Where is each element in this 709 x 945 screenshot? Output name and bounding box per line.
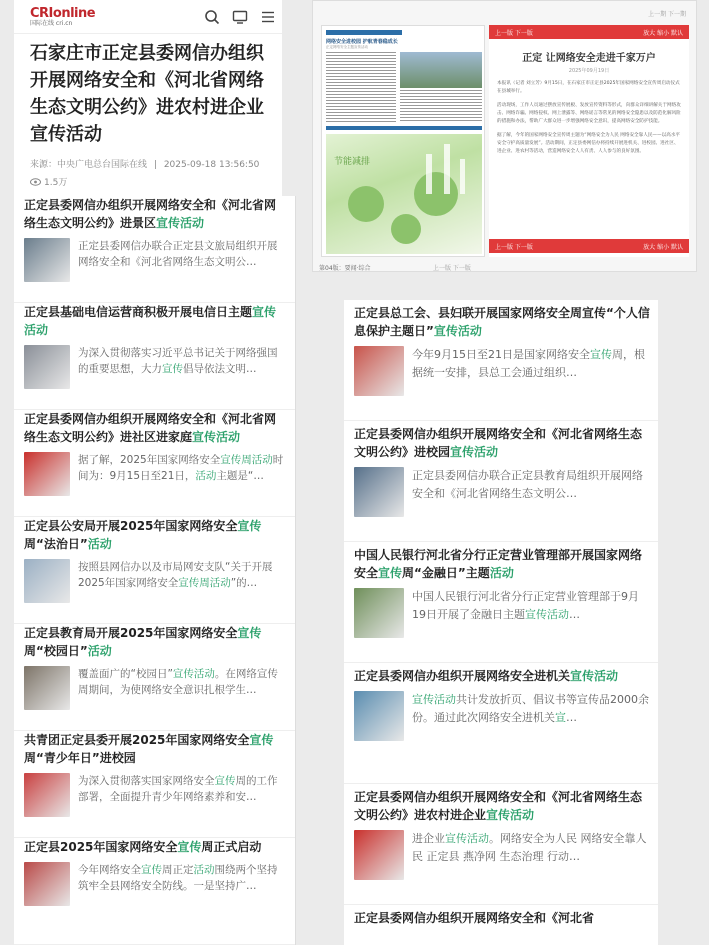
news-item-title[interactable] <box>24 410 287 446</box>
news-list-item[interactable] <box>14 410 295 517</box>
title-highlight: 活动 <box>489 566 514 580</box>
news-thumbnail[interactable] <box>24 345 70 389</box>
title-text: 周正式启动 <box>201 840 262 854</box>
title-text: 正定县总工会、县妇联开展国家网络安全周宣传“个人信息保护主题日” <box>354 306 650 338</box>
summary-text: 。网络安全为人民 网络安全靠人民 正定县 燕净网 生态治理 行动… <box>412 832 647 863</box>
news-list-item[interactable] <box>344 542 658 663</box>
page-section-bar-2 <box>326 126 482 130</box>
issue-pager-text: 上一期 下一期 <box>648 11 686 18</box>
news-item-title[interactable] <box>24 838 287 856</box>
news-item-title[interactable] <box>354 304 650 340</box>
title-highlight: 活动 <box>87 644 112 658</box>
news-thumbnail[interactable] <box>354 830 404 880</box>
news-thumbnail[interactable] <box>24 666 70 710</box>
news-item-title[interactable] <box>354 909 650 927</box>
epaper-viewer <box>312 0 697 272</box>
epaper-article <box>489 25 689 257</box>
summary-text: 中国人民银行河北省分行正定营业管理部于9月19日开展了金融日主题 <box>412 590 639 621</box>
title-text: 正定县委网信办组织开展网络安全和《河北省网络生态文明公约》进农村进企业 <box>354 790 643 822</box>
page-illustration <box>326 134 482 254</box>
news-item-title[interactable] <box>354 788 650 824</box>
page-subheadline: 正定网络安全主题宣传活动 <box>326 45 368 49</box>
news-item-body <box>24 345 287 389</box>
page-section-bar <box>326 30 402 35</box>
news-item-title[interactable] <box>354 425 650 461</box>
news-summary <box>412 346 650 382</box>
news-item-title[interactable] <box>24 624 287 660</box>
summary-highlight: 宣传 <box>141 864 162 876</box>
article-header-panel <box>14 0 282 196</box>
epaper-issue-pager[interactable] <box>313 1 696 18</box>
summary-highlight: 宣传活动 <box>445 832 489 845</box>
summary-text: 正定县委网信办联合正定县文旅局组织开展网络安全和《河北省网络生态文明公… <box>78 240 278 268</box>
news-summary <box>412 830 650 866</box>
news-list-item[interactable] <box>344 663 658 784</box>
summary-text: 倡导依法文明… <box>183 363 257 375</box>
related-news-list-left <box>14 196 296 945</box>
news-item-body <box>354 467 650 517</box>
title-highlight: 活动 <box>87 537 112 551</box>
title-text: 正定县委网信办组织开展网络安全和《河北省网络生态文明公约》进景区 <box>24 198 277 230</box>
epaper-page-pager[interactable]: 上一版 下一版 <box>433 265 471 272</box>
title-highlight: 宣传活动 <box>486 808 535 822</box>
title-highlight: 宣传 <box>237 519 262 533</box>
news-list-item[interactable] <box>14 196 295 303</box>
summary-text: … <box>566 711 577 724</box>
title-text: 周“校园日” <box>24 644 88 658</box>
title-highlight: 宣传活动 <box>450 445 499 459</box>
page-nav-links[interactable]: 上一版 下一版 <box>495 29 533 37</box>
summary-highlight: 宣传活动 <box>525 608 569 621</box>
news-summary <box>412 588 650 624</box>
title-text: 正定县委网信办组织开展网络安全和《河北省网络生态文明公约》进社区进家庭 <box>24 412 277 444</box>
news-summary <box>412 467 650 503</box>
title-text: 周“法治日” <box>24 537 88 551</box>
logo-subtext: 国际在线 cri.cn <box>30 19 73 27</box>
tv-icon[interactable] <box>232 9 248 25</box>
news-item-body <box>24 773 287 817</box>
zoom-controls[interactable]: 放大 缩小 默认 <box>643 29 683 37</box>
menu-icon[interactable] <box>260 9 276 25</box>
title-text: 正定县教育局开展2025年国家网络安全 <box>24 626 238 640</box>
page-nav-links-bottom[interactable]: 上一版 下一版 <box>495 243 533 251</box>
summary-text: 按照县网信办以及市局网安支队“关于开展2025年国家网络安全 <box>78 561 273 589</box>
summary-text: 周，根据统一安排，县总工会通过组织… <box>412 348 645 379</box>
news-item-body <box>24 862 287 906</box>
title-text: 正定县公安局开展2025年国家网络安全 <box>24 519 238 533</box>
summary-text: 今年9月15日至21日是国家网络安全 <box>412 348 590 361</box>
summary-text: 今年网络安全 <box>78 864 141 876</box>
summary-highlight: 活动 <box>195 470 217 482</box>
summary-text: 周的工作部署，全面提升青少年网络素养和安… <box>78 775 278 803</box>
news-item-title[interactable] <box>24 303 287 339</box>
summary-text: 为深入贯彻落实国家网络安全 <box>78 775 215 787</box>
zoom-controls-bottom[interactable]: 放大 缩小 默认 <box>643 243 683 251</box>
title-text: 周“金融日”主题 <box>402 566 490 580</box>
summary-highlight: 活动 <box>193 864 215 876</box>
title-highlight: 宣传 <box>237 626 262 640</box>
summary-text: 为深入贯彻落实习近平总书记关于网络强国的重要思想，大力 <box>78 347 278 375</box>
news-thumbnail[interactable] <box>24 452 70 496</box>
title-highlight: 宣传活动 <box>433 324 482 338</box>
news-list-item[interactable] <box>14 838 295 945</box>
title-highlight: 宣传 <box>249 733 274 747</box>
logo-text: CRIonline <box>30 5 96 21</box>
summary-text: 。在网络宣传周期间，为使网络安全意识扎根学生… <box>78 668 278 696</box>
epaper-page-label[interactable]: 第04版：要闻·综合 <box>319 265 371 272</box>
news-thumbnail[interactable] <box>24 773 70 817</box>
title-text: 周“青少年日”进校园 <box>24 751 136 765</box>
summary-text: 时间为：9月15日至21日， <box>78 454 284 482</box>
article-date: 2025-09-18 13:56:50 <box>163 160 260 170</box>
title-highlight: 宣传 <box>177 840 202 854</box>
title-text: 正定县基础电信运营商积极开展电信日主题 <box>24 305 253 319</box>
illustration-caption: 节能减排 <box>334 157 371 167</box>
epaper-paragraph-1: 本报讯（记者 刘立芳）9月15日，在石家庄市正定县2025年国家网络安全宣传周启动仪式在县城举行。 <box>497 81 680 94</box>
news-item-body <box>354 691 650 741</box>
title-text: 正定县委网信办组织开展网络安全进机关 <box>354 669 571 683</box>
eye-icon <box>30 178 41 186</box>
summary-text: 主题是“… <box>216 470 264 482</box>
title-text: 正定县2025年国家网络安全 <box>24 840 178 854</box>
summary-text: 进企业 <box>412 832 445 845</box>
title-highlight: 宣传活动 <box>156 216 205 230</box>
title-highlight: 宣传活动 <box>24 305 277 337</box>
news-thumbnail[interactable] <box>354 691 404 741</box>
epaper-paragraph-2: 活动现场，工作人员通过摆放宣传展板、发放宣传资料等形式，向群众详细讲解关于网络攻击、网络诈骗、网络侵权、网上泄露等、网络谣言等常见的网络安全隐患以及防范化解风险的措施和办法，帮助广大群众进一步增强网络安全意识，提高网络安全防护技能。 <box>497 103 681 124</box>
view-count-value: 1.5万 <box>44 178 68 188</box>
title-text: 正定县委网信办组织开展网络安全和《河北省 <box>354 911 595 925</box>
news-summary <box>78 666 287 698</box>
page-headline: 网络安全进校园 护航青春稳成长 <box>326 39 398 45</box>
news-item-body <box>24 666 287 710</box>
news-summary <box>78 345 287 377</box>
summary-highlight: 宣传活动 <box>172 668 215 680</box>
news-item-body <box>24 559 287 603</box>
news-item-title[interactable] <box>354 667 650 685</box>
news-summary <box>78 773 287 805</box>
summary-highlight: 宣 <box>555 711 566 724</box>
news-list-item[interactable] <box>344 784 658 905</box>
epaper-page-thumbnail[interactable] <box>321 25 485 257</box>
summary-highlight: 宣传活动 <box>412 693 456 706</box>
news-item-body <box>24 238 287 282</box>
title-highlight: 宣传活动 <box>192 430 241 444</box>
site-logo[interactable] <box>30 7 95 27</box>
epaper-toolbar-bottom <box>489 239 689 253</box>
news-item-body <box>24 452 287 496</box>
summary-text: 覆盖面广的“校园日” <box>78 668 173 680</box>
summary-text: 共计发放折页、倡议书等宣传品2000余份。通过此次网络安全进机关 <box>412 693 649 724</box>
news-item-title[interactable] <box>24 517 287 553</box>
news-summary <box>78 452 287 484</box>
news-summary <box>78 559 287 591</box>
title-text: 中国人民银行河北省分行正定营业管理部开展国家网络安全 <box>354 548 643 580</box>
news-list-item[interactable] <box>344 300 658 421</box>
summary-text: 周正定 <box>162 864 194 876</box>
view-count <box>14 172 282 188</box>
news-summary <box>412 691 650 727</box>
summary-highlight: 宣传 <box>214 775 236 787</box>
news-list-item[interactable] <box>344 421 658 542</box>
news-item-title[interactable] <box>24 731 287 767</box>
epaper-toolbar <box>489 25 689 39</box>
news-list-item[interactable] <box>14 517 295 624</box>
news-thumbnail[interactable] <box>24 559 70 603</box>
page-text-block <box>326 52 396 122</box>
news-thumbnail[interactable] <box>354 467 404 517</box>
news-thumbnail[interactable] <box>24 862 70 906</box>
news-list-item[interactable] <box>14 624 295 731</box>
news-item-body <box>354 588 650 638</box>
title-text: 共青团正定县委开展2025年国家网络安全 <box>24 733 250 747</box>
article-title: 石家庄市正定县委网信办组织开展网络安全和《河北省网络生态文明公约》进农村进企业宣传活动 <box>30 43 264 145</box>
summary-text: … <box>569 608 580 621</box>
news-summary <box>78 862 287 894</box>
news-item-body <box>354 830 650 880</box>
summary-text: 据了解，2025年国家网络安全 <box>78 454 221 466</box>
summary-highlight: 宣传周活动 <box>178 577 231 589</box>
summary-highlight: 宣传 <box>162 363 183 375</box>
news-thumbnail[interactable] <box>24 238 70 282</box>
news-list-item[interactable] <box>344 905 658 945</box>
title-highlight: 宣传 <box>378 566 403 580</box>
summary-highlight: 宣传 <box>590 348 612 361</box>
summary-text: 正定县委网信办联合正定县教育局组织开展网络安全和《河北省网络生态文明公… <box>412 469 643 500</box>
news-item-body <box>354 346 650 396</box>
news-item-title[interactable] <box>354 546 650 582</box>
search-icon[interactable] <box>204 9 220 25</box>
epaper-article-title: 正定 让网络安全走进千家万户 <box>522 53 656 64</box>
related-news-list-right <box>344 300 658 945</box>
news-list-item[interactable] <box>14 731 295 838</box>
news-list-item[interactable] <box>14 303 295 410</box>
meta-separator: | <box>153 160 157 170</box>
page-text-block-2 <box>400 90 482 122</box>
epaper-paragraph-3: 据了解，今年的国家网络安全宣传周主题为“网络安全为人民 网络安全靠人民——以高水平安全守护高质量发展”。活动期间，正定县委网信办将持续开展进机关、进校园、进社区、进企业、进农村等活动，营造网络安全人人有责、人人参与的良好氛围。 <box>497 133 681 154</box>
summary-text: 围绕两个坚持筑牢全县网络安全防线。一是坚持广… <box>78 864 278 892</box>
news-summary <box>78 238 287 270</box>
article-meta <box>14 148 282 172</box>
article-source: 来源：中央广电总台国际在线 <box>30 160 148 170</box>
summary-text: ”的… <box>230 577 258 589</box>
summary-highlight: 宣传周活动 <box>220 454 273 466</box>
app-header <box>14 0 282 34</box>
title-text: 正定县委网信办组织开展网络安全和《河北省网络生态文明公约》进校园 <box>354 427 643 459</box>
title-highlight: 宣传活动 <box>570 669 619 683</box>
page-photo <box>400 52 482 88</box>
news-thumbnail[interactable] <box>354 588 404 638</box>
news-thumbnail[interactable] <box>354 346 404 396</box>
news-item-title[interactable] <box>24 196 287 232</box>
epaper-article-date: 2025年09月19日 <box>568 68 610 74</box>
